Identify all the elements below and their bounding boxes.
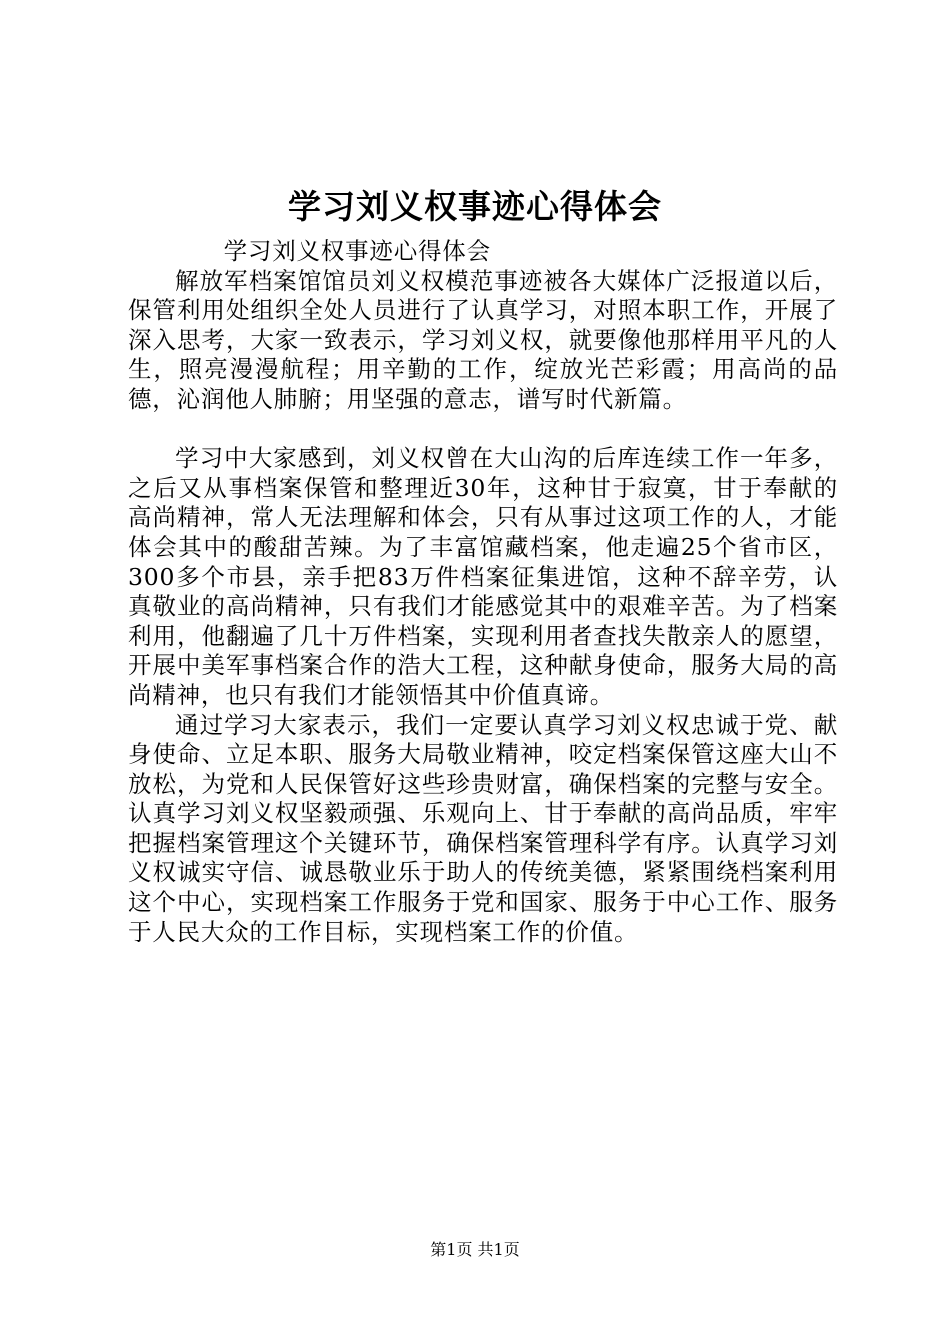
subtitle-text: 学习刘义权事迹心得体会 — [223, 237, 491, 265]
paragraph-3: 通过学习大家表示，我们一定要认真学习刘义权忠诚于党、献身使命、立足本职、服务大局敬业精神，咬定档案保管这座大山不放松，为党和人民保管好这些珍贵财富，确保档案的完整与安全。认真学习刘义权坚毅顽强、乐观向上、甘于奉献的高尚品质，牢牢把握档案管理这个关键环节，确保档案管理科学有序。认真学习刘义权诚实守信、诚恳敬业乐于助人的传统美德，紧紧围绕档案利用这个中心，实现档案工作服务于党和国家、服务于中心工作、服务于人民大众的工作目标，实现档案工作的价值。 — [128, 710, 838, 946]
page-footer: 第1页 共1页 — [430, 1240, 520, 1259]
document-title: 学习刘义权事迹心得体会 — [288, 187, 662, 226]
document-subtitle — [128, 237, 838, 267]
paragraph-1: 解放军档案馆馆员刘义权模范事迹被各大媒体广泛报道以后，保管利用处组织全处人员进行了认真学习，对照本职工作，开展了深入思考，大家一致表示，学习刘义权，就要像他那样用平凡的人生，照亮漫漫航程；用辛勤的工作，绽放光芒彩霞；用高尚的品德，沁润他人肺腑；用坚强的意志，谱写时代新篇。 — [128, 266, 838, 413]
paragraph-2: 学习中大家感到，刘义权曾在大山沟的后库连续工作一年多，之后又从事档案保管和整理近30年，这种甘于寂寞，甘于奉献的高尚精神，常人无法理解和体会，只有从事过这项工作的人，才能体会其中的酸甜苦辣。为了丰富馆藏档案，他走遍25个省市区，300多个市县，亲手把83万件档案征集进馆，这种不辞辛劳，认真敬业的高尚精神，只有我们才能感觉其中的艰难辛苦。为了档案利用，他翻遍了几十万件档案，实现利用者查找失散亲人的愿望，开展中美军事档案合作的浩大工程，这种献身使命，服务大局的高尚精神，也只有我们才能领悟其中价值真谛。 — [128, 444, 838, 709]
document-body — [128, 237, 838, 947]
